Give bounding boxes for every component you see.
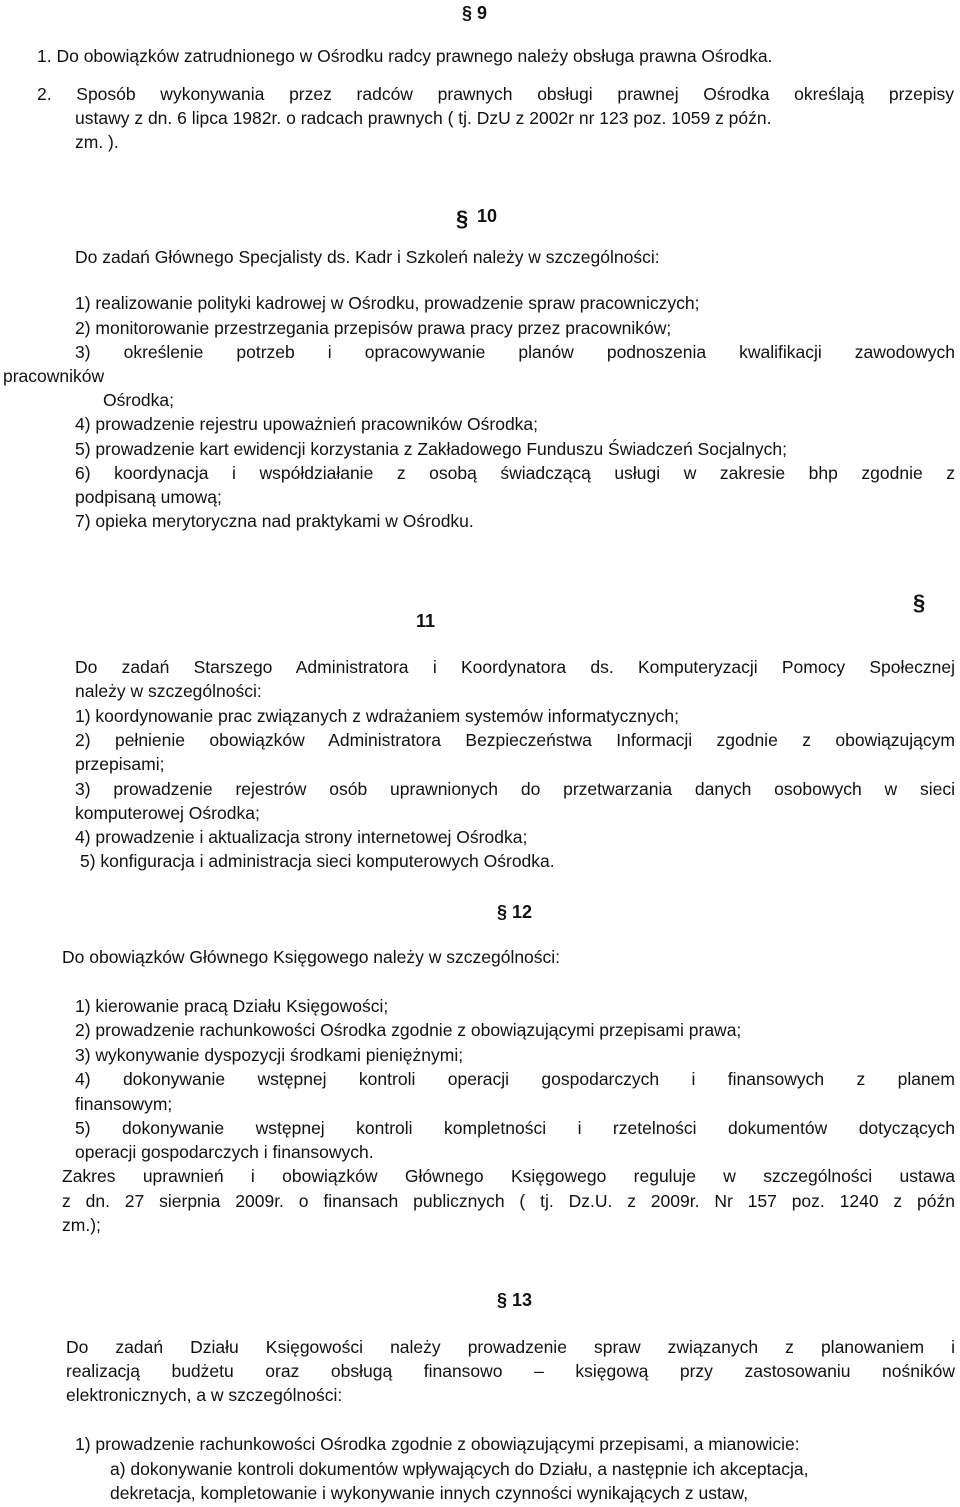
- s12-item-5-line-1: 5) dokonywanie wstępnej kontroli kompletności i rzetelności dokumentów dotyczących: [75, 1118, 955, 1138]
- section-symbol: §: [913, 590, 926, 615]
- s10-item-5: 5) prowadzenie kart ewidencji korzystania z Zakładowego Funduszu Świadczeń Socjalnych;: [75, 439, 788, 459]
- s12-item-3: 3) wykonywanie dyspozycji środkami pieniężnymi;: [75, 1045, 464, 1065]
- paragraph-12-heading: § 12: [497, 902, 533, 922]
- s12-scope-line-1: Zakres uprawnień i obowiązków Głównego Księgowego reguluje w szczególności ustawa: [62, 1166, 955, 1186]
- paragraph-9-heading: § 9: [462, 3, 488, 23]
- s10-item-6-line-1: 6) koordynacja i współdziałanie z osobą świadczącą usługi w zakresie bhp zgodnie z: [75, 463, 955, 483]
- s9-item-1: 1. Do obowiązków zatrudnionego w Ośrodku radcy prawnego należy obsługa prawna Ośrodka.: [37, 46, 773, 66]
- s13-item-1: 1) prowadzenie rachunkowości Ośrodka zgodnie z obowiązującymi przepisami, a mianowicie:: [75, 1434, 800, 1454]
- s9-item-2-line-1: 2. Sposób wykonywania przez radców prawnych obsługi prawnej Ośrodka określają przepisy: [37, 84, 954, 104]
- s11-item-1: 1) koordynowanie prac związanych z wdrażaniem systemów informatycznych;: [75, 706, 679, 726]
- s12-item-4-line-1: 4) dokonywanie wstępnej kontroli operacji gospodarczych i finansowych z planem: [75, 1069, 955, 1089]
- s9-item-2-line-2: ustawy z dn. 6 lipca 1982r. o radcach prawnych ( tj. DzU z 2002r nr 123 poz. 1059 z późn.: [75, 108, 772, 128]
- s10-item-6-line-2: podpisaną umową;: [75, 487, 222, 507]
- s12-item-4-line-2: finansowym;: [75, 1094, 173, 1114]
- paragraph-10-number: 10: [477, 206, 498, 226]
- s12-scope-line-2: z dn. 27 sierpnia 2009r. o finansach publicznych ( tj. Dz.U. z 2009r. Nr 157 poz. 1240 z późn: [62, 1191, 955, 1211]
- s11-item-3-line-1: 3) prowadzenie rejestrów osób uprawnionych do przetwarzania danych osobowych w sieci: [75, 779, 955, 799]
- s10-intro: Do zadań Głównego Specjalisty ds. Kadr i Szkoleń należy w szczególności:: [75, 247, 660, 267]
- s13-intro-line-3: elektronicznych, a w szczególności:: [66, 1385, 343, 1405]
- s10-item-3-line-3: Ośrodka;: [103, 390, 174, 410]
- s11-item-5: 5) konfiguracja i administracja sieci komputerowych Ośrodka.: [80, 851, 555, 871]
- s11-item-3-line-2: komputerowej Ośrodka;: [75, 803, 260, 823]
- paragraph-11-number: 11: [416, 611, 436, 631]
- s11-item-2-line-2: przepisami;: [75, 754, 165, 774]
- s9-item-2-line-3: zm. ).: [75, 132, 119, 152]
- s11-item-2-line-1: 2) pełnienie obowiązków Administratora Bezpieczeństwa Informacji zgodnie z obowiązującym: [75, 730, 955, 750]
- s12-scope-line-3: zm.);: [62, 1215, 101, 1235]
- section-symbol: §: [456, 206, 469, 231]
- s13-intro-line-1: Do zadań Działu Księgowości należy prowadzenie spraw związanych z planowaniem i: [66, 1337, 955, 1357]
- s11-item-4: 4) prowadzenie i aktualizacja strony internetowej Ośrodka;: [75, 827, 528, 847]
- s11-intro-line-1: Do zadań Starszego Administratora i Koordynatora ds. Komputeryzacji Pomocy Społecznej: [75, 657, 955, 677]
- s13-item-1a-line-2: dekretacja, kompletowanie i wykonywanie innych czynności wynikających z ustaw,: [110, 1483, 749, 1503]
- s13-intro-line-2: realizacją budżetu oraz obsługą finansowo – księgową przy zastosowaniu nośników: [66, 1361, 955, 1381]
- s11-intro-line-2: należy w szczególności:: [75, 681, 262, 701]
- s10-item-4: 4) prowadzenie rejestru upoważnień pracowników Ośrodka;: [75, 414, 539, 434]
- s12-item-1: 1) kierowanie pracą Działu Księgowości;: [75, 996, 389, 1016]
- s10-item-2: 2) monitorowanie przestrzegania przepisów prawa pracy przez pracowników;: [75, 318, 672, 338]
- s12-item-2: 2) prowadzenie rachunkowości Ośrodka zgodnie z obowiązującymi przepisami prawa;: [75, 1020, 742, 1040]
- s12-intro: Do obowiązków Głównego Księgowego należy w szczególności:: [62, 947, 561, 967]
- s12-item-5-line-2: operacji gospodarczych i finansowych.: [75, 1142, 374, 1162]
- s10-item-3-line-1: 3) określenie potrzeb i opracowywanie planów podnoszenia kwalifikacji zawodowych: [75, 342, 955, 362]
- s10-item-3-line-2: pracowników: [3, 366, 105, 386]
- paragraph-13-heading: § 13: [497, 1290, 533, 1310]
- s13-item-1a-line-1: a) dokonywanie kontroli dokumentów wpływających do Działu, a następnie ich akceptacja,: [110, 1459, 809, 1479]
- s10-item-7: 7) opieka merytoryczna nad praktykami w Ośrodku.: [75, 511, 474, 531]
- s10-item-1: 1) realizowanie polityki kadrowej w Ośrodku, prowadzenie spraw pracowniczych;: [75, 293, 700, 313]
